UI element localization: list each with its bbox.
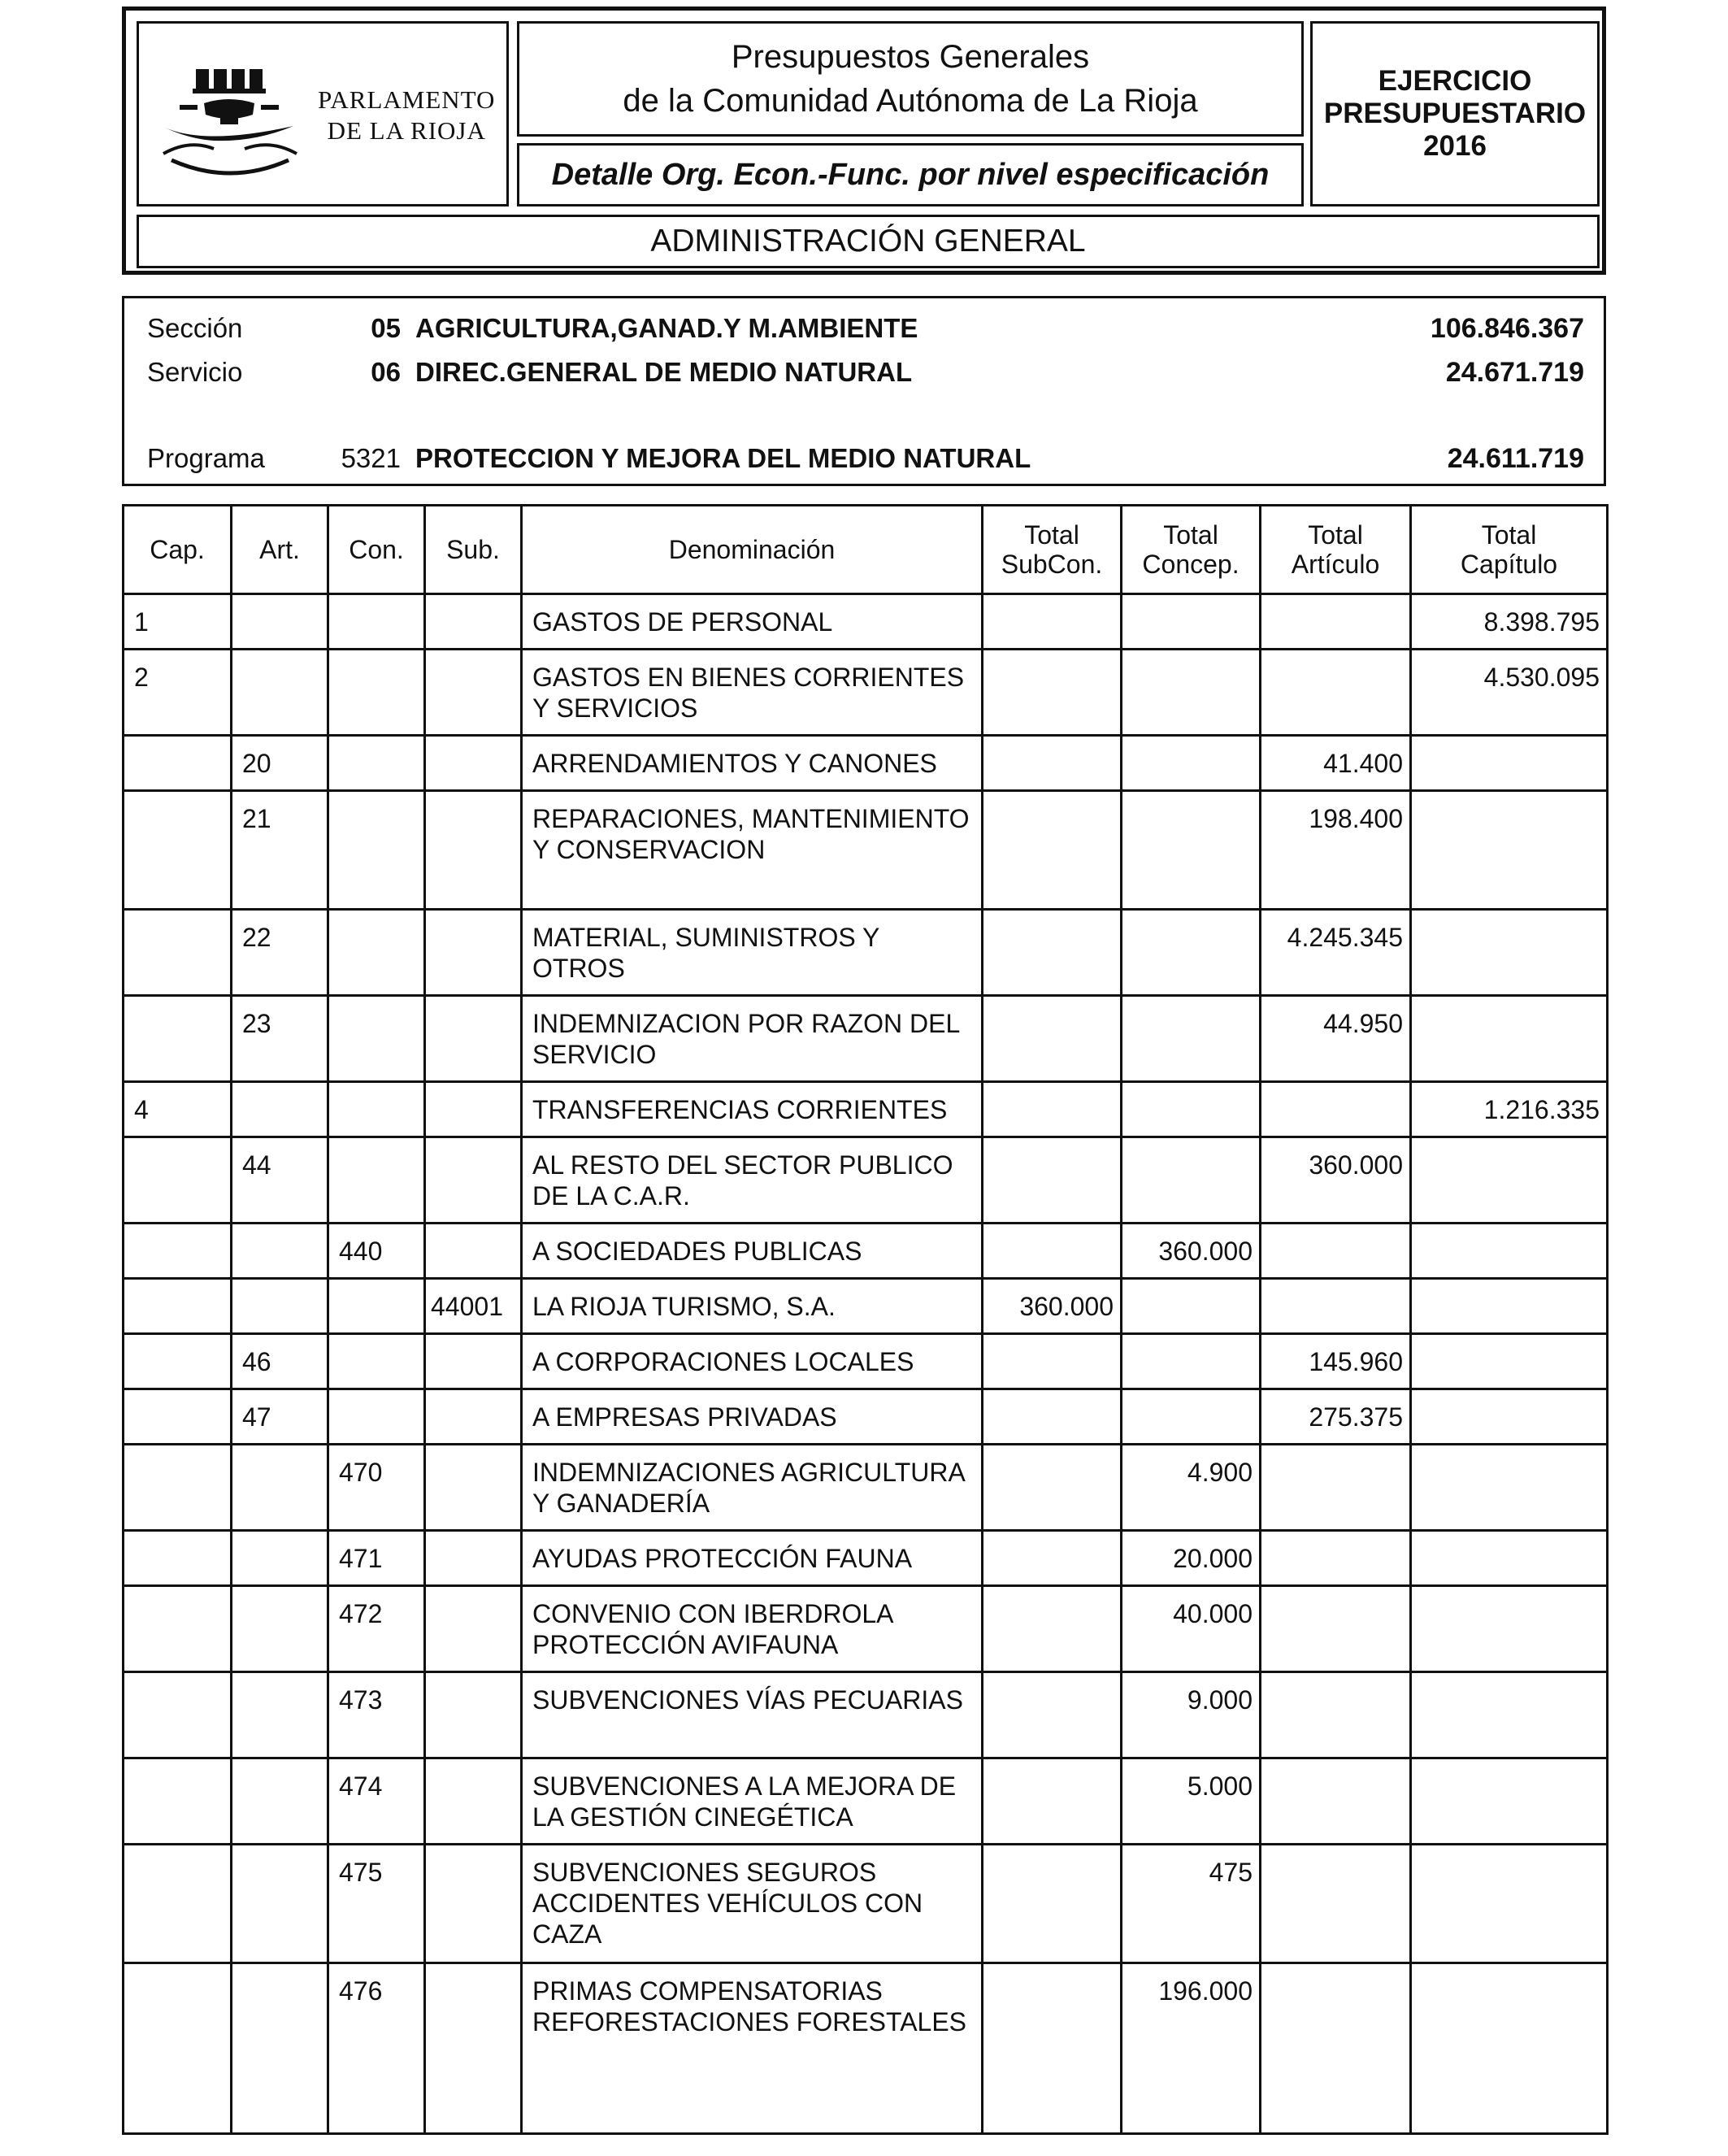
- cell-articulo: [1261, 1279, 1411, 1334]
- seccion-name: AGRICULTURA,GANAD.Y M.AMBIENTE: [415, 313, 918, 343]
- ejercicio-box: [1310, 21, 1600, 206]
- cell-capitulo: [1411, 1224, 1608, 1279]
- logo-box: [137, 21, 509, 206]
- cell-sub: [425, 1082, 522, 1137]
- cell-denominacion: MATERIAL, SUMINISTROS Y OTROS: [522, 910, 983, 996]
- cell-denominacion: ARRENDAMIENTOS Y CANONES: [522, 736, 983, 791]
- cell-capitulo: 4.530.095: [1411, 650, 1608, 736]
- cell-articulo: 145.960: [1261, 1334, 1411, 1389]
- cell-cap: [124, 791, 232, 910]
- cell-con: [328, 650, 425, 736]
- programa-label: Programa: [147, 443, 265, 473]
- header-con: Con.: [328, 506, 425, 594]
- cell-articulo: 360.000: [1261, 1137, 1411, 1224]
- seccion-code: 05: [371, 313, 401, 343]
- header-total-capitulo-l2: Capítulo: [1460, 550, 1558, 579]
- cell-art: [232, 1279, 328, 1334]
- cell-concep: [1122, 996, 1261, 1082]
- cell-capitulo: 1.216.335: [1411, 1082, 1608, 1137]
- cell-concep: [1122, 1334, 1261, 1389]
- cell-sub: 44001: [425, 1279, 522, 1334]
- cell-concep: 475: [1122, 1845, 1261, 1963]
- table-row: [124, 1586, 1608, 1672]
- cell-subcon: [983, 1758, 1122, 1845]
- cell-subcon: [983, 1334, 1122, 1389]
- cell-capitulo: [1411, 1279, 1608, 1334]
- seccion-amount: 106.846.367: [1430, 313, 1584, 344]
- cell-capitulo: [1411, 1445, 1608, 1531]
- cell-denominacion: A EMPRESAS PRIVADAS: [522, 1389, 983, 1445]
- cell-art: [232, 650, 328, 736]
- cell-con: 476: [328, 1963, 425, 2134]
- cell-art: [232, 1224, 328, 1279]
- table-row: [124, 996, 1608, 1082]
- cell-art: [232, 1531, 328, 1586]
- cell-sub: [425, 1758, 522, 1845]
- cell-denominacion: AL RESTO DEL SECTOR PUBLICO DE LA C.A.R.: [522, 1137, 983, 1224]
- cell-concep: [1122, 736, 1261, 791]
- title-line1: Presupuestos Generales: [731, 39, 1090, 75]
- cell-con: [328, 1137, 425, 1224]
- cell-sub: [425, 1963, 522, 2134]
- cell-cap: [124, 1224, 232, 1279]
- cell-con: 472: [328, 1586, 425, 1672]
- cell-art: [232, 1963, 328, 2134]
- table-row: [124, 1845, 1608, 1963]
- cell-denominacion: SUBVENCIONES SEGUROS ACCIDENTES VEHÍCULOS CON CAZA: [522, 1845, 983, 1963]
- subtitle-box: [517, 143, 1304, 206]
- cell-sub: [425, 1845, 522, 1963]
- table-row: [124, 1334, 1608, 1389]
- cell-capitulo: [1411, 736, 1608, 791]
- cell-sub: [425, 1672, 522, 1758]
- cell-concep: 40.000: [1122, 1586, 1261, 1672]
- cell-art: [232, 594, 328, 650]
- programa-row: [124, 443, 1604, 479]
- cell-concep: 360.000: [1122, 1224, 1261, 1279]
- cell-articulo: [1261, 1445, 1411, 1531]
- cell-sub: [425, 1137, 522, 1224]
- cell-subcon: [983, 1672, 1122, 1758]
- cell-cap: [124, 996, 232, 1082]
- cell-capitulo: [1411, 1963, 1608, 2134]
- cell-concep: [1122, 1082, 1261, 1137]
- cell-concep: [1122, 594, 1261, 650]
- cell-cap: [124, 1963, 232, 2134]
- cell-capitulo: [1411, 996, 1608, 1082]
- header-total-capitulo: [1411, 506, 1608, 594]
- cell-capitulo: [1411, 1758, 1608, 1845]
- cell-articulo: [1261, 1586, 1411, 1672]
- cell-concep: [1122, 650, 1261, 736]
- cell-art: 23: [232, 996, 328, 1082]
- cell-art: [232, 1758, 328, 1845]
- table-row: [124, 1963, 1608, 2134]
- cell-subcon: [983, 1389, 1122, 1445]
- table-row: [124, 1389, 1608, 1445]
- header-total-articulo-l1: Total: [1308, 520, 1363, 550]
- cell-subcon: [983, 736, 1122, 791]
- header-total-articulo-l2: Artículo: [1291, 550, 1380, 579]
- cell-subcon: [983, 594, 1122, 650]
- cell-capitulo: [1411, 1845, 1608, 1963]
- cell-con: [328, 996, 425, 1082]
- cell-subcon: [983, 1224, 1122, 1279]
- cell-subcon: [983, 1531, 1122, 1586]
- cell-concep: [1122, 791, 1261, 910]
- cell-subcon: [983, 1082, 1122, 1137]
- cell-capitulo: 8.398.795: [1411, 594, 1608, 650]
- cell-capitulo: [1411, 910, 1608, 996]
- cell-con: [328, 1334, 425, 1389]
- cell-concep: [1122, 1389, 1261, 1445]
- cell-concep: 20.000: [1122, 1531, 1261, 1586]
- cell-concep: [1122, 1137, 1261, 1224]
- cell-art: 46: [232, 1334, 328, 1389]
- cell-con: 440: [328, 1224, 425, 1279]
- servicio-name: DIREC.GENERAL DE MEDIO NATURAL: [415, 357, 913, 387]
- cell-art: [232, 1672, 328, 1758]
- cell-art: [232, 1082, 328, 1137]
- cell-denominacion: SUBVENCIONES VÍAS PECUARIAS: [522, 1672, 983, 1758]
- cell-art: 20: [232, 736, 328, 791]
- cell-con: 475: [328, 1845, 425, 1963]
- cell-subcon: [983, 1586, 1122, 1672]
- cell-cap: [124, 1389, 232, 1445]
- table-header-row: [124, 506, 1608, 594]
- cell-subcon: [983, 791, 1122, 910]
- cell-subcon: [983, 1445, 1122, 1531]
- ejercicio-line1: EJERCICIO: [1378, 65, 1532, 97]
- cell-capitulo: [1411, 1334, 1608, 1389]
- admin-box: [137, 215, 1600, 268]
- cell-articulo: 275.375: [1261, 1389, 1411, 1445]
- cell-articulo: [1261, 594, 1411, 650]
- cell-subcon: [983, 650, 1122, 736]
- cell-denominacion: CONVENIO CON IBERDROLA PROTECCIÓN AVIFAUNA: [522, 1586, 983, 1672]
- cell-subcon: [983, 996, 1122, 1082]
- cell-denominacion: PRIMAS COMPENSATORIAS REFORESTACIONES FORESTALES: [522, 1963, 983, 2134]
- ejercicio-line2: PRESUPUESTARIO: [1323, 98, 1587, 129]
- table-row: [124, 736, 1608, 791]
- table-row: [124, 910, 1608, 996]
- programa-code: 5321: [341, 443, 401, 473]
- cell-concep: 196.000: [1122, 1963, 1261, 2134]
- cell-cap: [124, 736, 232, 791]
- cell-sub: [425, 910, 522, 996]
- table-row: [124, 1445, 1608, 1531]
- cell-cap: [124, 1279, 232, 1334]
- cell-articulo: [1261, 1963, 1411, 2134]
- header-total-concep-l1: Total: [1163, 520, 1218, 550]
- cell-art: [232, 1845, 328, 1963]
- cell-sub: [425, 736, 522, 791]
- cell-denominacion: LA RIOJA TURISMO, S.A.: [522, 1279, 983, 1334]
- cell-cap: 4: [124, 1082, 232, 1137]
- cell-cap: [124, 1531, 232, 1586]
- cell-con: [328, 1279, 425, 1334]
- cell-capitulo: [1411, 1586, 1608, 1672]
- cell-cap: [124, 1758, 232, 1845]
- cell-con: [328, 1389, 425, 1445]
- cell-concep: 5.000: [1122, 1758, 1261, 1845]
- title-line2: de la Comunidad Autónoma de La Rioja: [623, 83, 1198, 119]
- table-row: [124, 1082, 1608, 1137]
- servicio-code: 06: [371, 357, 401, 387]
- parliament-emblem-icon: [157, 64, 311, 178]
- header-denominacion: Denominación: [522, 506, 983, 594]
- cell-art: [232, 1445, 328, 1531]
- header-sub: Sub.: [425, 506, 522, 594]
- cell-articulo: 198.400: [1261, 791, 1411, 910]
- cell-concep: 4.900: [1122, 1445, 1261, 1531]
- header-total-capitulo-l1: Total: [1481, 520, 1537, 550]
- cell-denominacion: A CORPORACIONES LOCALES: [522, 1334, 983, 1389]
- header-total-subcon-l1: Total: [1024, 520, 1079, 550]
- cell-cap: [124, 1586, 232, 1672]
- cell-capitulo: [1411, 1389, 1608, 1445]
- seccion-label: Sección: [147, 313, 243, 343]
- cell-capitulo: [1411, 1672, 1608, 1758]
- cell-denominacion: A SOCIEDADES PUBLICAS: [522, 1224, 983, 1279]
- cell-con: [328, 910, 425, 996]
- cell-articulo: [1261, 1672, 1411, 1758]
- cell-art: 47: [232, 1389, 328, 1445]
- cell-sub: [425, 791, 522, 910]
- cell-capitulo: [1411, 1531, 1608, 1586]
- cell-concep: 9.000: [1122, 1672, 1261, 1758]
- cell-subcon: [983, 910, 1122, 996]
- parliament-name: [318, 85, 495, 146]
- cell-con: [328, 594, 425, 650]
- cell-articulo: [1261, 1531, 1411, 1586]
- table-row: [124, 650, 1608, 736]
- cell-articulo: [1261, 650, 1411, 736]
- cell-subcon: [983, 1845, 1122, 1963]
- cell-sub: [425, 1586, 522, 1672]
- cell-articulo: 44.950: [1261, 996, 1411, 1082]
- cell-cap: [124, 910, 232, 996]
- seccion-row: [124, 313, 1604, 349]
- cell-denominacion: TRANSFERENCIAS CORRIENTES: [522, 1082, 983, 1137]
- table-row: [124, 1137, 1608, 1224]
- ejercicio-year: 2016: [1423, 130, 1487, 162]
- table-row: [124, 791, 1608, 910]
- cell-concep: [1122, 910, 1261, 996]
- cell-sub: [425, 1389, 522, 1445]
- cell-concep: [1122, 1279, 1261, 1334]
- servicio-amount: 24.671.719: [1445, 357, 1584, 388]
- cell-denominacion: AYUDAS PROTECCIÓN FAUNA: [522, 1531, 983, 1586]
- title-box: [517, 21, 1304, 137]
- programa-amount: 24.611.719: [1447, 443, 1584, 474]
- cell-denominacion: GASTOS DE PERSONAL: [522, 594, 983, 650]
- logo-text-line1: PARLAMENTO: [318, 85, 496, 114]
- cell-denominacion: GASTOS EN BIENES CORRIENTES Y SERVICIOS: [522, 650, 983, 736]
- table-row: [124, 1279, 1608, 1334]
- section-info: [122, 296, 1606, 486]
- table-row: [124, 1758, 1608, 1845]
- header-cap: Cap.: [124, 506, 232, 594]
- cell-articulo: [1261, 1845, 1411, 1963]
- cell-art: 44: [232, 1137, 328, 1224]
- cell-denominacion: SUBVENCIONES A LA MEJORA DE LA GESTIÓN CINEGÉTICA: [522, 1758, 983, 1845]
- table-row: [124, 1531, 1608, 1586]
- cell-con: [328, 736, 425, 791]
- cell-articulo: [1261, 1082, 1411, 1137]
- cell-con: 474: [328, 1758, 425, 1845]
- cell-sub: [425, 594, 522, 650]
- cell-cap: [124, 1845, 232, 1963]
- table-row: [124, 1672, 1608, 1758]
- cell-articulo: 4.245.345: [1261, 910, 1411, 996]
- header-total-subcon-l2: SubCon.: [1001, 550, 1103, 579]
- cell-con: 470: [328, 1445, 425, 1531]
- cell-denominacion: INDEMNIZACION POR RAZON DEL SERVICIO: [522, 996, 983, 1082]
- cell-capitulo: [1411, 791, 1608, 910]
- cell-cap: 2: [124, 650, 232, 736]
- cell-art: 22: [232, 910, 328, 996]
- cell-cap: [124, 1334, 232, 1389]
- cell-con: [328, 791, 425, 910]
- cell-subcon: 360.000: [983, 1279, 1122, 1334]
- cell-art: [232, 1586, 328, 1672]
- header-total-concep: [1122, 506, 1261, 594]
- cell-cap: 1: [124, 594, 232, 650]
- header-total-articulo: [1261, 506, 1411, 594]
- header-total-subcon: [983, 506, 1122, 594]
- cell-sub: [425, 996, 522, 1082]
- servicio-row: [124, 357, 1604, 393]
- budget-table: [122, 504, 1609, 2135]
- cell-cap: [124, 1137, 232, 1224]
- document-header: [122, 7, 1606, 275]
- cell-denominacion: INDEMNIZACIONES AGRICULTURA Y GANADERÍA: [522, 1445, 983, 1531]
- header-total-concep-l2: Concep.: [1142, 550, 1240, 579]
- cell-con: 473: [328, 1672, 425, 1758]
- cell-articulo: 41.400: [1261, 736, 1411, 791]
- cell-articulo: [1261, 1758, 1411, 1845]
- cell-art: 21: [232, 791, 328, 910]
- cell-sub: [425, 1334, 522, 1389]
- cell-capitulo: [1411, 1137, 1608, 1224]
- cell-subcon: [983, 1137, 1122, 1224]
- cell-cap: [124, 1445, 232, 1531]
- admin-title: ADMINISTRACIÓN GENERAL: [650, 224, 1086, 259]
- cell-denominacion: REPARACIONES, MANTENIMIENTO Y CONSERVACION: [522, 791, 983, 910]
- table-row: [124, 594, 1608, 650]
- cell-sub: [425, 1224, 522, 1279]
- cell-subcon: [983, 1963, 1122, 2134]
- cell-sub: [425, 650, 522, 736]
- logo-text-line2: DE LA RIOJA: [327, 116, 486, 145]
- header-art: Art.: [232, 506, 328, 594]
- cell-articulo: [1261, 1224, 1411, 1279]
- servicio-label: Servicio: [147, 357, 243, 387]
- cell-sub: [425, 1445, 522, 1531]
- cell-sub: [425, 1531, 522, 1586]
- cell-cap: [124, 1672, 232, 1758]
- subtitle: Detalle Org. Econ.-Func. por nivel especificación: [551, 157, 1270, 192]
- cell-con: [328, 1082, 425, 1137]
- cell-con: 471: [328, 1531, 425, 1586]
- table-row: [124, 1224, 1608, 1279]
- programa-name: PROTECCION Y MEJORA DEL MEDIO NATURAL: [415, 443, 1031, 473]
